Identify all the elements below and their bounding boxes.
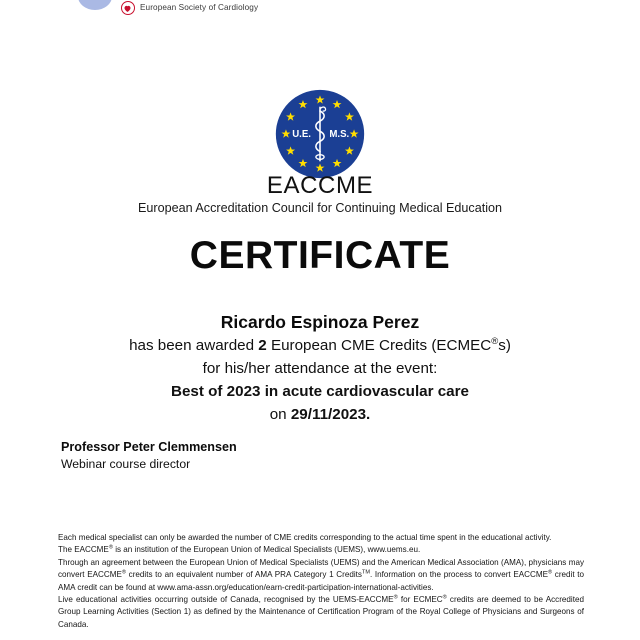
signature-block	[61, 438, 237, 474]
esc-logo	[121, 1, 258, 15]
eaccme-wordmark: EACCME	[266, 172, 374, 199]
eaccme-subtitle: European Accreditation Council for Continuing Medical Education	[137, 201, 503, 215]
svg-text:U.E.: U.E.	[292, 128, 311, 140]
page-title: CERTIFICATE	[189, 234, 451, 277]
event-line	[0, 381, 640, 404]
registered-mark-icon: ®	[547, 569, 553, 576]
event-title-bold: Best of 2023	[170, 382, 261, 400]
registered-mark-icon: ®	[491, 336, 499, 348]
footer-paragraph-3	[58, 594, 584, 631]
registered-mark-icon: ®	[393, 594, 398, 601]
awarded-suffix-b: s)	[498, 337, 511, 355]
footer-p2-a: Through an agreement between the European Union of Medical Specialists (UEMS) and the American Medical Association (AMA), physicians may convert EACCME	[58, 557, 584, 580]
awarded-prefix: has been awarded	[129, 337, 259, 355]
heart-icon	[121, 1, 135, 15]
footer-p2-b: credits to an equivalent number of AMA PRA Category 1 Credits	[125, 570, 362, 580]
award-body	[0, 310, 640, 427]
partial-blue-logo-mark	[78, 0, 112, 10]
footer-p3-a: Live educational activities occurring outside of Canada, recognised by the UEMS-EACCME	[58, 594, 394, 604]
recipient-name: Ricardo Espinoza Perez	[220, 312, 420, 332]
event-title-rest: in acute cardiovascular care	[260, 382, 469, 400]
event-date: 29/11/2023.	[290, 405, 371, 423]
registered-mark-icon: ®	[442, 594, 447, 601]
footer-p2-d: credit to AMA credit can be found at www.ama-assn.org/education/earn-credit-participation-international-activities.	[58, 570, 585, 592]
footer-paragraph-1-line-1: Each medical specialist can only be awarded the number of CME credits corresponding to the actual time spent in the educational activity.	[58, 533, 552, 542]
awarded-suffix-a: European CME Credits (ECMEC	[266, 337, 492, 355]
registered-mark-icon: ®	[121, 569, 126, 576]
footer-p1-b: is an institution of the European Union of Medical Specialists (UEMS), www.uems.eu.	[112, 545, 421, 555]
footer-p3-c: credits are deemed to be Accredited Group Learning Activities (Section 1) as defined by the Maintenance of Certification Program of the Royal College of Physicians and Surgeons of Canada.	[58, 594, 584, 629]
attendance-line: for his/her attendance at the event:	[202, 360, 438, 378]
page-header	[0, 0, 640, 22]
signatory-role: Webinar course director	[61, 457, 191, 472]
credits-line	[0, 335, 640, 358]
trademark-icon: TM	[361, 569, 370, 576]
footer-fine-print	[58, 532, 584, 631]
uems-eaccme-emblem-icon	[274, 88, 366, 180]
credits-count: 2	[258, 337, 267, 355]
svg-text:M.S.: M.S.	[329, 128, 350, 140]
signatory-name: Professor Peter Clemmensen	[61, 440, 237, 454]
footer-p2-c: . Information on the process to convert EACCME	[370, 570, 548, 580]
footer-p3-b: for ECMEC	[397, 594, 443, 604]
footer-paragraph-1-line-2	[58, 544, 584, 556]
date-line	[0, 404, 640, 427]
emblem-container	[0, 88, 640, 180]
date-prefix: on	[269, 405, 291, 423]
footer-p1-a: The EACCME	[58, 545, 109, 555]
footer-paragraph-2	[58, 557, 584, 594]
registered-mark-icon: ®	[108, 544, 113, 551]
esc-label: European Society of Cardiology	[140, 2, 259, 12]
